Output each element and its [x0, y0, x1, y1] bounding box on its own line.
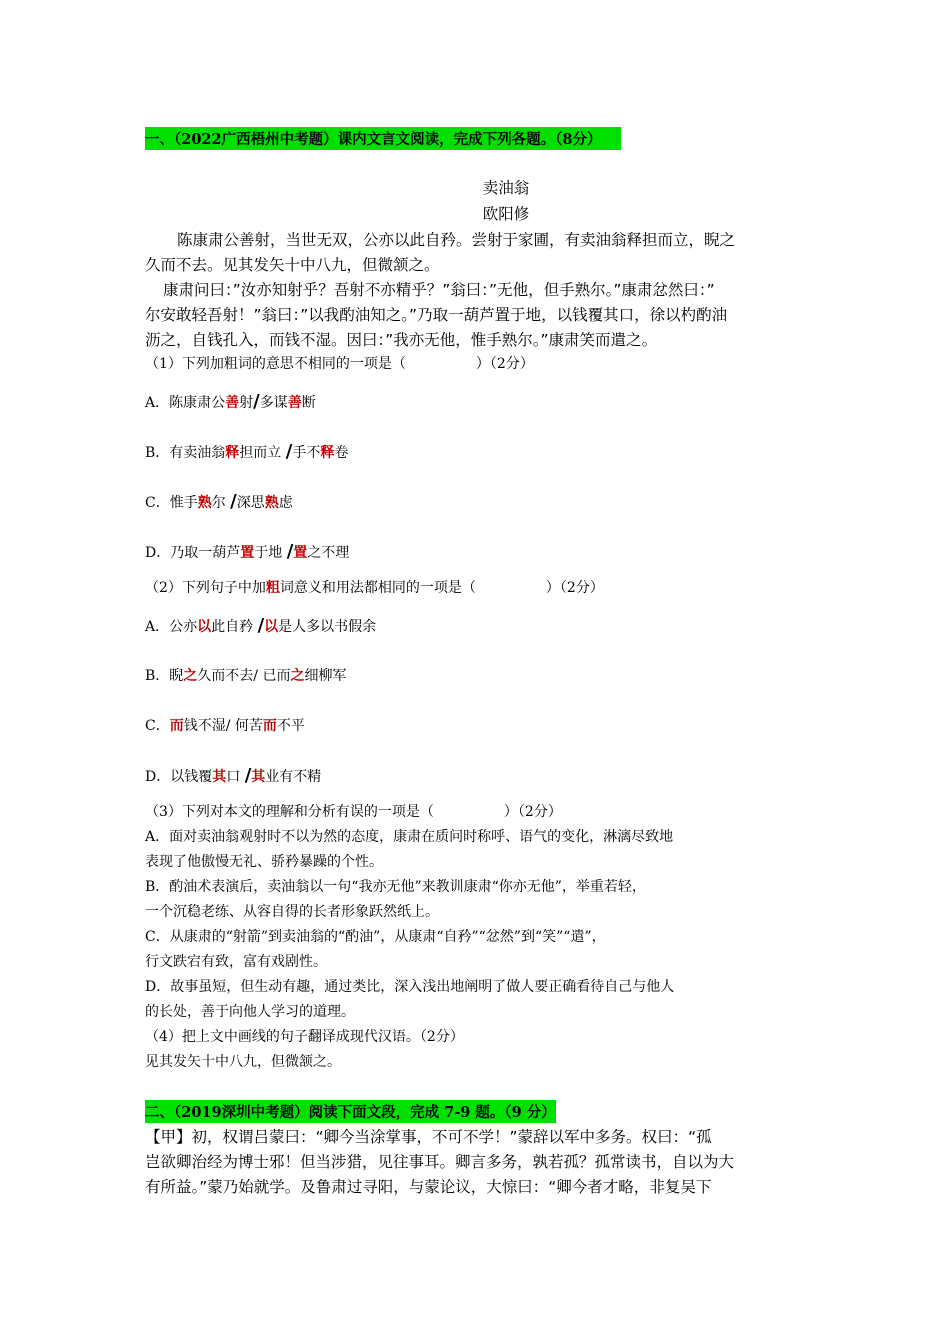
q2-option-b[interactable]: B．睨之久而不去/ 已而之细柳军 — [145, 668, 347, 684]
q2-option-a[interactable]: A．公亦以此自矜 /以是人多以书假余 — [145, 615, 377, 636]
passage-para1-line1: 陈康肃公善射，当世无双，公亦以此自矜。尝射于家圃，有卖油翁释担而立，睨之 — [177, 231, 736, 249]
q3-option-c-line1[interactable]: C．从康肃的“射箭”到卖油翁的“酌油”，从康肃“自矜”“忿然”到“笑”“遣”， — [145, 929, 606, 945]
q3-option-a-line2: 表现了他傲慢无礼、骄矜暴躁的个性。 — [145, 854, 383, 870]
q1-option-d[interactable]: D．乃取一葫芦置于地 /置之不理 — [145, 541, 350, 562]
passage-para1-line2: 久而不去。见其发矢十中八九，但微颔之。 — [145, 256, 440, 274]
q4-stem: （4）把上文中画线的句子翻译成现代汉语。（2分） — [145, 1029, 464, 1045]
q1-option-c[interactable]: C．惟手熟尔 /深思熟虑 — [145, 491, 293, 512]
q3-option-b-line2: 一个沉稳老练、从容自得的长者形象跃然纸上。 — [145, 904, 439, 920]
q4-sentence: 见其发矢十中八九，但微颔之。 — [145, 1054, 341, 1070]
q2-option-c[interactable]: C．而钱不湿/ 何苦而不平 — [145, 718, 305, 734]
q1-option-b[interactable]: B．有卖油翁释担而立 /手不释卷 — [145, 441, 349, 462]
q3-option-d-line1[interactable]: D．故事虽短，但生动有趣，通过类比，深入浅出地阐明了做人要正确看待自己与他人 — [145, 979, 675, 995]
q1-stem: （1）下列加粗词的意思不相同的一项是（ ）（2分） — [145, 356, 534, 372]
q1-option-a[interactable]: A．陈康肃公善射/多谋善断 — [145, 391, 316, 412]
q3-option-c-line2: 行文跌宕有致，富有戏剧性。 — [145, 954, 327, 970]
q3-option-d-line2: 的长处，善于向他人学习的道理。 — [145, 1004, 355, 1020]
q2-stem: （2）下列句子中加粗词意义和用法都相同的一项是（ ）（2分） — [145, 580, 604, 596]
passage-para2-line1: 康肃问曰：”汝亦知射乎？吾射不亦精乎？”翁曰：”无他，但手熟尔。”康肃忿然曰：” — [163, 281, 715, 299]
section2-heading — [145, 1100, 556, 1123]
passage-para2-line3: 沥之，自钱孔入，而钱不湿。因曰：”我亦无他，惟手熟尔。”康肃笑而遣之。 — [145, 331, 658, 349]
section2-line2: 岂欲卿治经为博士邪！但当涉猎，见往事耳。卿言多务，孰若孤？孤常读书，自以为大 — [145, 1153, 735, 1171]
section2-line1: 【甲】初，权谓吕蒙曰：“卿今当涂掌事，不可不学！”蒙辞以军中多务。权曰：“孤 — [145, 1128, 712, 1146]
section2-heading-text: 二、（2019深圳中考题）阅读下面文段，完成 7-9 题。（9 分） — [145, 1104, 556, 1121]
section1-heading-text: 一、（2022广西梧州中考题）课内文言文阅读，完成下列各题。（8分） — [145, 131, 602, 148]
section1-heading — [145, 127, 621, 150]
passage-title: 卖油翁 — [482, 179, 530, 197]
passage-author: 欧阳修 — [482, 205, 530, 223]
passage-para2-line2: 尔安敢轻吾射！”翁曰：”以我酌油知之。”乃取一葫芦置于地，以钱覆其口，徐以杓酌油 — [145, 306, 728, 324]
q3-option-a-line1[interactable]: A．面对卖油翁观射时不以为然的态度，康肃在质问时称呼、语气的变化，淋漓尽致地 — [145, 829, 674, 845]
section2-line3: 有所益。”蒙乃始就学。及鲁肃过寻阳，与蒙论议，大惊曰：“卿今者才略，非复吴下 — [145, 1178, 712, 1196]
q3-stem: （3）下列对本文的理解和分析有误的一项是（ ）（2分） — [145, 804, 562, 820]
q3-option-b-line1[interactable]: B．酌油术表演后，卖油翁以一句“我亦无他”来教训康肃“你亦无他”，举重若轻， — [145, 879, 646, 895]
q2-option-d[interactable]: D．以钱覆其口 /其业有不精 — [145, 765, 322, 786]
